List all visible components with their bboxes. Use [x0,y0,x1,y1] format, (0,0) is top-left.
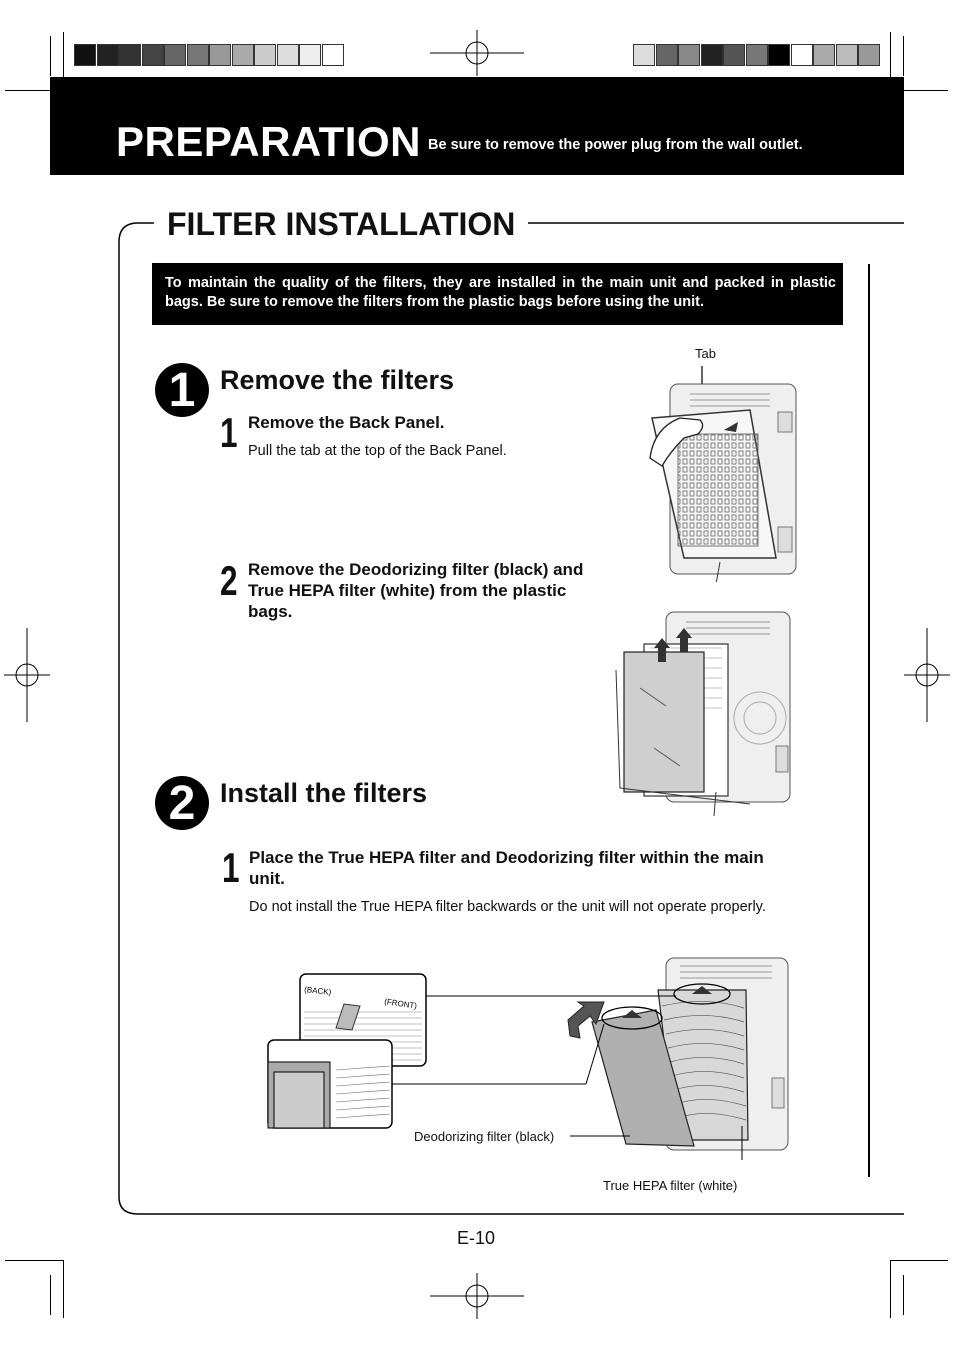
page-number: E-10 [457,1228,496,1248]
color-swatch [813,44,835,66]
color-swatch [277,44,299,66]
color-swatch [701,44,723,66]
registration-target-icon [4,628,50,722]
substep-title: Remove the Deodorizing filter (black) and True HEPA filter (white) from the plastic bags. [248,560,584,621]
color-swatch [74,44,96,66]
filter-front-text: (FRONT) [383,997,418,1011]
notice-box: To maintain the quality of the filters, they are installed in the main unit and packed in plastic bags. Be sure to remove the filters from the plastic bags before using the unit. [152,263,843,325]
color-swatch [299,44,321,66]
color-swatch [858,44,880,66]
registration-target-icon [430,30,524,76]
tab-label: Tab [695,346,716,361]
step-title-install: Install the filters [220,778,428,808]
hepa-filter-label: True HEPA filter (white) [603,1178,738,1193]
step-number-1: 1 [155,363,209,417]
substep-number: 1 [220,409,238,456]
deodorizing-filter-label: Deodorizing filter (black) [414,1129,555,1144]
color-swatch [187,44,209,66]
substep-body: Do not install the True HEPA filter backwards or the unit will not operate properly. [249,899,766,915]
color-swatch [164,44,186,66]
color-swatch [633,44,655,66]
filters-removed-illustration [610,608,810,818]
page-title: PREPARATION [116,118,421,165]
color-swatch [209,44,231,66]
color-swatch [768,44,790,66]
substep-number: 2 [220,557,238,604]
color-swatch [142,44,164,66]
step-number-2: 2 [155,776,209,830]
color-swatch [656,44,678,66]
section-title: FILTER INSTALLATION [167,206,521,243]
filter-back-text: (BACK) [303,985,332,997]
header-note: Be sure to remove the power plug from the wall outlet. [428,137,803,153]
registration-target-icon [904,628,950,722]
color-swatch [791,44,813,66]
substep-number: 1 [222,844,240,891]
color-swatch [746,44,768,66]
registration-target-icon [430,1273,524,1319]
substep-title: Remove the Back Panel. [248,413,445,432]
color-swatch [254,44,276,66]
substep-title: Place the True HEPA filter and Deodorizing filter within the main unit. [249,848,764,888]
color-swatch [836,44,858,66]
color-swatch [723,44,745,66]
substep-body: Pull the tab at the top of the Back Panel. [248,443,507,459]
color-swatch [678,44,700,66]
color-swatch [322,44,344,66]
step-title-remove: Remove the filters [220,365,455,395]
color-swatch [232,44,254,66]
color-swatch [97,44,119,66]
back-panel-illustration [640,362,810,582]
color-swatch [119,44,141,66]
